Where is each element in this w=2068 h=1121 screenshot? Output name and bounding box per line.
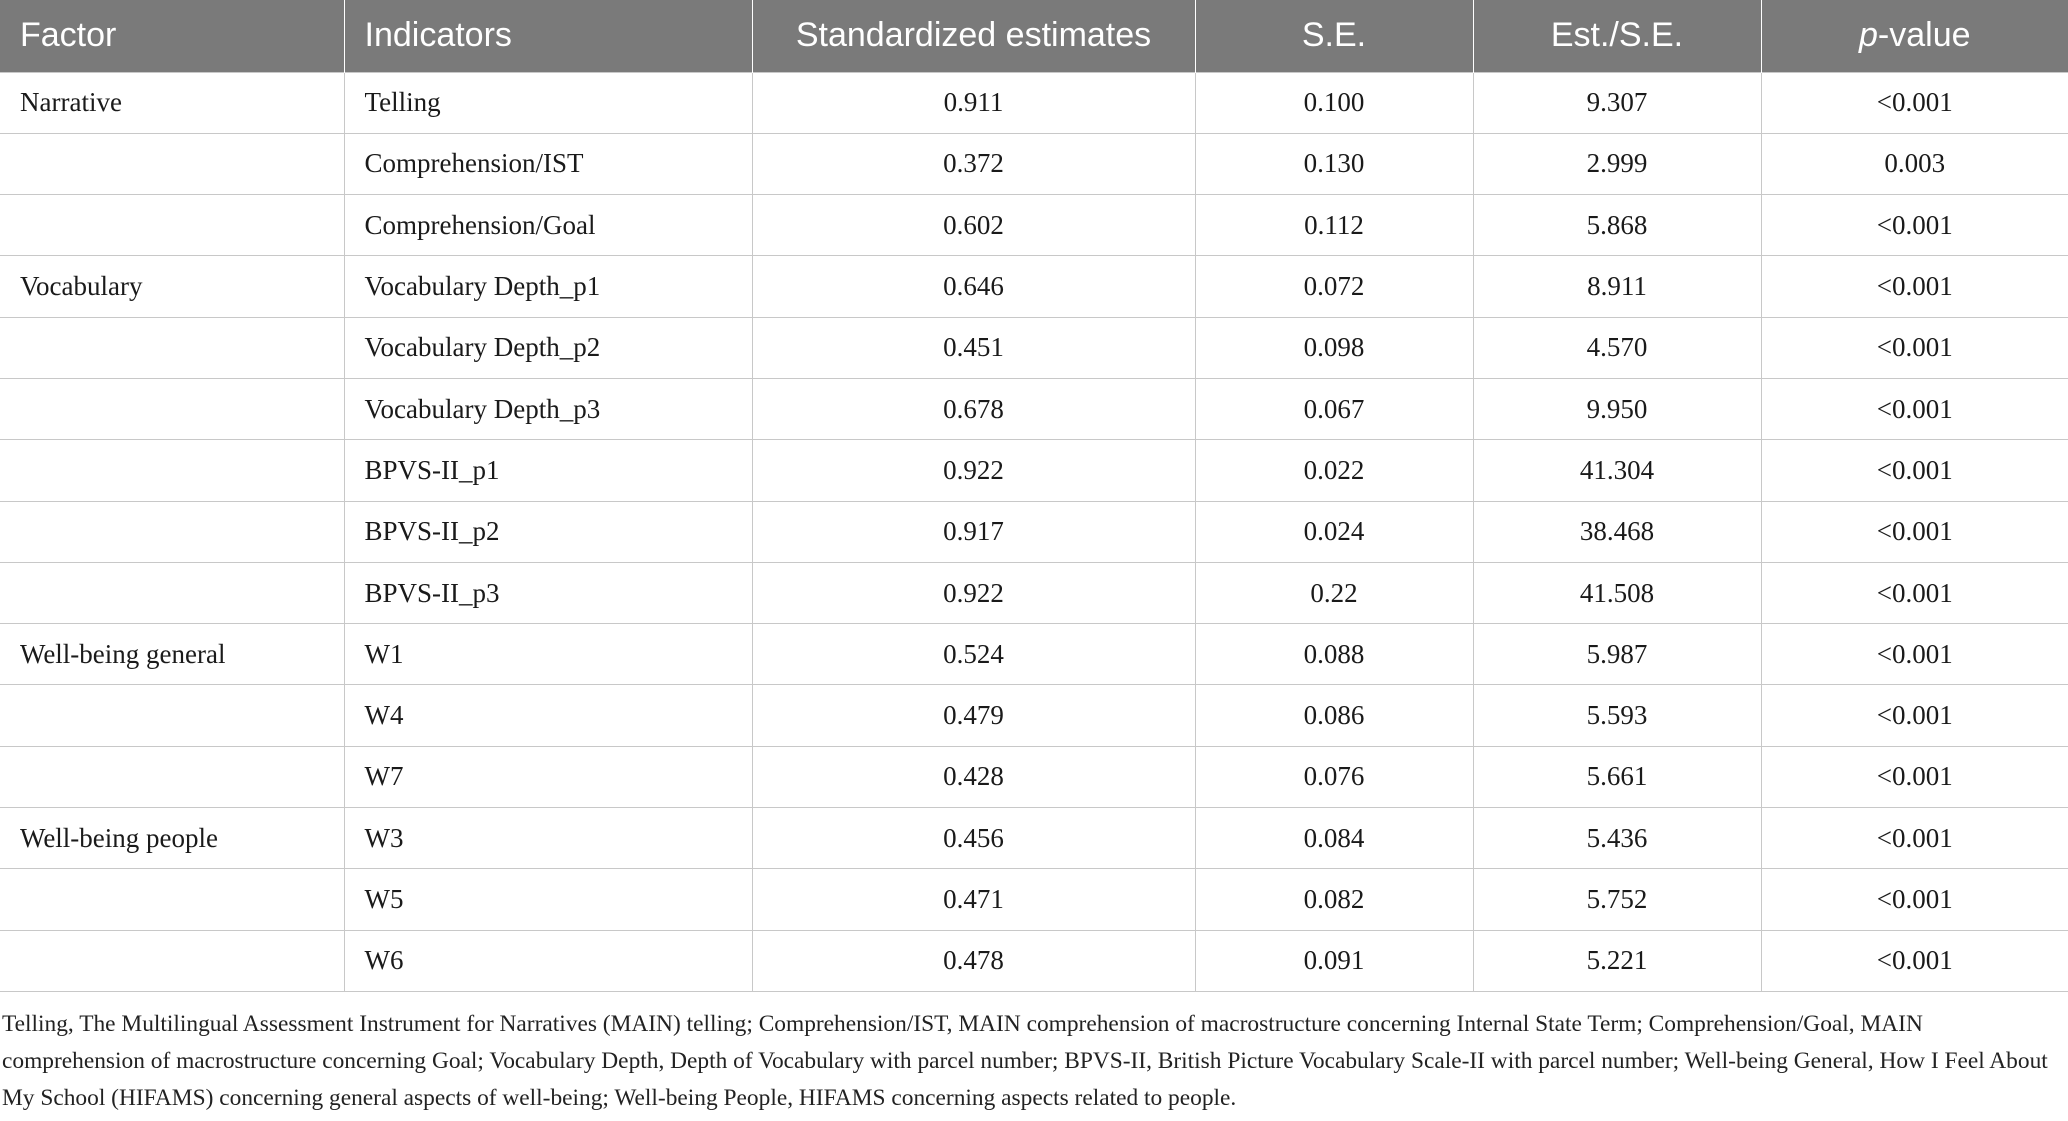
cell-factor bbox=[0, 317, 344, 378]
cell-p-value: <0.001 bbox=[1761, 746, 2068, 807]
cell-standardized-estimate: 0.917 bbox=[752, 501, 1195, 562]
cell-standardized-estimate: 0.471 bbox=[752, 869, 1195, 930]
cell-standardized-estimate: 0.456 bbox=[752, 808, 1195, 869]
header-se: S.E. bbox=[1195, 0, 1473, 72]
cell-p-value: <0.001 bbox=[1761, 869, 2068, 930]
cell-est-se: 2.999 bbox=[1473, 133, 1761, 194]
cell-est-se: 41.508 bbox=[1473, 562, 1761, 623]
cell-indicator: W6 bbox=[344, 930, 752, 991]
cell-factor: Well-being general bbox=[0, 624, 344, 685]
cell-indicator: Vocabulary Depth_p3 bbox=[344, 378, 752, 439]
cell-p-value: <0.001 bbox=[1761, 685, 2068, 746]
cell-est-se: 5.593 bbox=[1473, 685, 1761, 746]
cell-est-se: 8.911 bbox=[1473, 256, 1761, 317]
cell-est-se: 9.950 bbox=[1473, 378, 1761, 439]
cell-standardized-estimate: 0.524 bbox=[752, 624, 1195, 685]
cell-se: 0.072 bbox=[1195, 256, 1473, 317]
cell-indicator: W1 bbox=[344, 624, 752, 685]
cell-se: 0.098 bbox=[1195, 317, 1473, 378]
cell-factor: Narrative bbox=[0, 72, 344, 133]
header-est-se: Est./S.E. bbox=[1473, 0, 1761, 72]
cell-se: 0.130 bbox=[1195, 133, 1473, 194]
cell-standardized-estimate: 0.602 bbox=[752, 195, 1195, 256]
table-row bbox=[0, 195, 2068, 256]
cell-factor bbox=[0, 869, 344, 930]
cell-se: 0.082 bbox=[1195, 869, 1473, 930]
table-row bbox=[0, 624, 2068, 685]
cell-se: 0.076 bbox=[1195, 746, 1473, 807]
cell-indicator: Comprehension/IST bbox=[344, 133, 752, 194]
cell-factor bbox=[0, 133, 344, 194]
cell-factor bbox=[0, 440, 344, 501]
table-row bbox=[0, 378, 2068, 439]
header-indicators: Indicators bbox=[344, 0, 752, 72]
cell-standardized-estimate: 0.678 bbox=[752, 378, 1195, 439]
cell-p-value: <0.001 bbox=[1761, 440, 2068, 501]
table-row bbox=[0, 72, 2068, 133]
cell-p-value: <0.001 bbox=[1761, 256, 2068, 317]
cell-indicator: BPVS-II_p2 bbox=[344, 501, 752, 562]
cell-p-value: 0.003 bbox=[1761, 133, 2068, 194]
cell-est-se: 9.307 bbox=[1473, 72, 1761, 133]
cell-standardized-estimate: 0.478 bbox=[752, 930, 1195, 991]
cell-indicator: W4 bbox=[344, 685, 752, 746]
cell-indicator: Comprehension/Goal bbox=[344, 195, 752, 256]
cell-factor bbox=[0, 378, 344, 439]
table-row bbox=[0, 256, 2068, 317]
cell-p-value: <0.001 bbox=[1761, 317, 2068, 378]
table-row bbox=[0, 562, 2068, 623]
cell-standardized-estimate: 0.922 bbox=[752, 440, 1195, 501]
cell-se: 0.022 bbox=[1195, 440, 1473, 501]
cell-se: 0.086 bbox=[1195, 685, 1473, 746]
table-row bbox=[0, 133, 2068, 194]
cell-se: 0.091 bbox=[1195, 930, 1473, 991]
cell-p-value: <0.001 bbox=[1761, 501, 2068, 562]
cell-p-value: <0.001 bbox=[1761, 72, 2068, 133]
table-row bbox=[0, 869, 2068, 930]
cell-indicator: W7 bbox=[344, 746, 752, 807]
cell-p-value: <0.001 bbox=[1761, 378, 2068, 439]
table-row bbox=[0, 317, 2068, 378]
table-row bbox=[0, 808, 2068, 869]
table-row bbox=[0, 746, 2068, 807]
cell-indicator: BPVS-II_p1 bbox=[344, 440, 752, 501]
cell-se: 0.067 bbox=[1195, 378, 1473, 439]
cell-se: 0.088 bbox=[1195, 624, 1473, 685]
cell-standardized-estimate: 0.451 bbox=[752, 317, 1195, 378]
cell-factor bbox=[0, 685, 344, 746]
cell-se: 0.024 bbox=[1195, 501, 1473, 562]
cell-p-value: <0.001 bbox=[1761, 808, 2068, 869]
cell-est-se: 5.221 bbox=[1473, 930, 1761, 991]
table-header-row bbox=[0, 0, 2068, 72]
cell-standardized-estimate: 0.911 bbox=[752, 72, 1195, 133]
cell-indicator: Telling bbox=[344, 72, 752, 133]
cell-factor bbox=[0, 562, 344, 623]
cell-factor bbox=[0, 501, 344, 562]
cell-est-se: 5.752 bbox=[1473, 869, 1761, 930]
cell-factor bbox=[0, 195, 344, 256]
cell-est-se: 5.868 bbox=[1473, 195, 1761, 256]
cell-factor bbox=[0, 746, 344, 807]
cell-se: 0.100 bbox=[1195, 72, 1473, 133]
header-standardized-estimates: Standardized estimates bbox=[752, 0, 1195, 72]
table-row bbox=[0, 685, 2068, 746]
table-row bbox=[0, 501, 2068, 562]
cell-p-value: <0.001 bbox=[1761, 562, 2068, 623]
cell-standardized-estimate: 0.646 bbox=[752, 256, 1195, 317]
table-body bbox=[0, 72, 2068, 991]
cell-p-value: <0.001 bbox=[1761, 624, 2068, 685]
cell-se: 0.22 bbox=[1195, 562, 1473, 623]
cell-standardized-estimate: 0.372 bbox=[752, 133, 1195, 194]
table-footnote: Telling, The Multilingual Assessment Instrument for Narratives (MAIN) telling; Comprehension/IST, MAIN comprehension of macrostructure concerning Internal State Term; Comprehension/Goal, MAIN comprehension of macrostructure concerning Goal; Vocabulary Depth, Depth of Vocabulary with parcel number; BPVS-II, British Picture Vocabulary Scale-II with parcel number; Well-being General, How I Feel About My School (HIFAMS) concerning general aspects of well-being; Well-being People, HIFAMS concerning aspects related to people. bbox=[2, 1011, 2048, 1111]
cell-standardized-estimate: 0.428 bbox=[752, 746, 1195, 807]
cell-indicator: Vocabulary Depth_p1 bbox=[344, 256, 752, 317]
cell-standardized-estimate: 0.479 bbox=[752, 685, 1195, 746]
cell-indicator: Vocabulary Depth_p2 bbox=[344, 317, 752, 378]
cell-indicator: W5 bbox=[344, 869, 752, 930]
table-row bbox=[0, 930, 2068, 991]
cell-factor: Vocabulary bbox=[0, 256, 344, 317]
cell-factor bbox=[0, 930, 344, 991]
cell-se: 0.112 bbox=[1195, 195, 1473, 256]
cell-standardized-estimate: 0.922 bbox=[752, 562, 1195, 623]
cell-est-se: 5.987 bbox=[1473, 624, 1761, 685]
cell-est-se: 5.436 bbox=[1473, 808, 1761, 869]
cell-est-se: 38.468 bbox=[1473, 501, 1761, 562]
cell-indicator: W3 bbox=[344, 808, 752, 869]
cell-se: 0.084 bbox=[1195, 808, 1473, 869]
cell-factor: Well-being people bbox=[0, 808, 344, 869]
header-p-letter: p bbox=[1858, 16, 1878, 55]
cell-est-se: 4.570 bbox=[1473, 317, 1761, 378]
cell-p-value: <0.001 bbox=[1761, 930, 2068, 991]
cell-indicator: BPVS-II_p3 bbox=[344, 562, 752, 623]
header-factor: Factor bbox=[20, 16, 117, 55]
cell-est-se: 41.304 bbox=[1473, 440, 1761, 501]
header-p-suffix: -value bbox=[1877, 16, 1971, 55]
cell-p-value: <0.001 bbox=[1761, 195, 2068, 256]
cell-est-se: 5.661 bbox=[1473, 746, 1761, 807]
table-row bbox=[0, 440, 2068, 501]
header-p-value bbox=[1761, 0, 2068, 72]
